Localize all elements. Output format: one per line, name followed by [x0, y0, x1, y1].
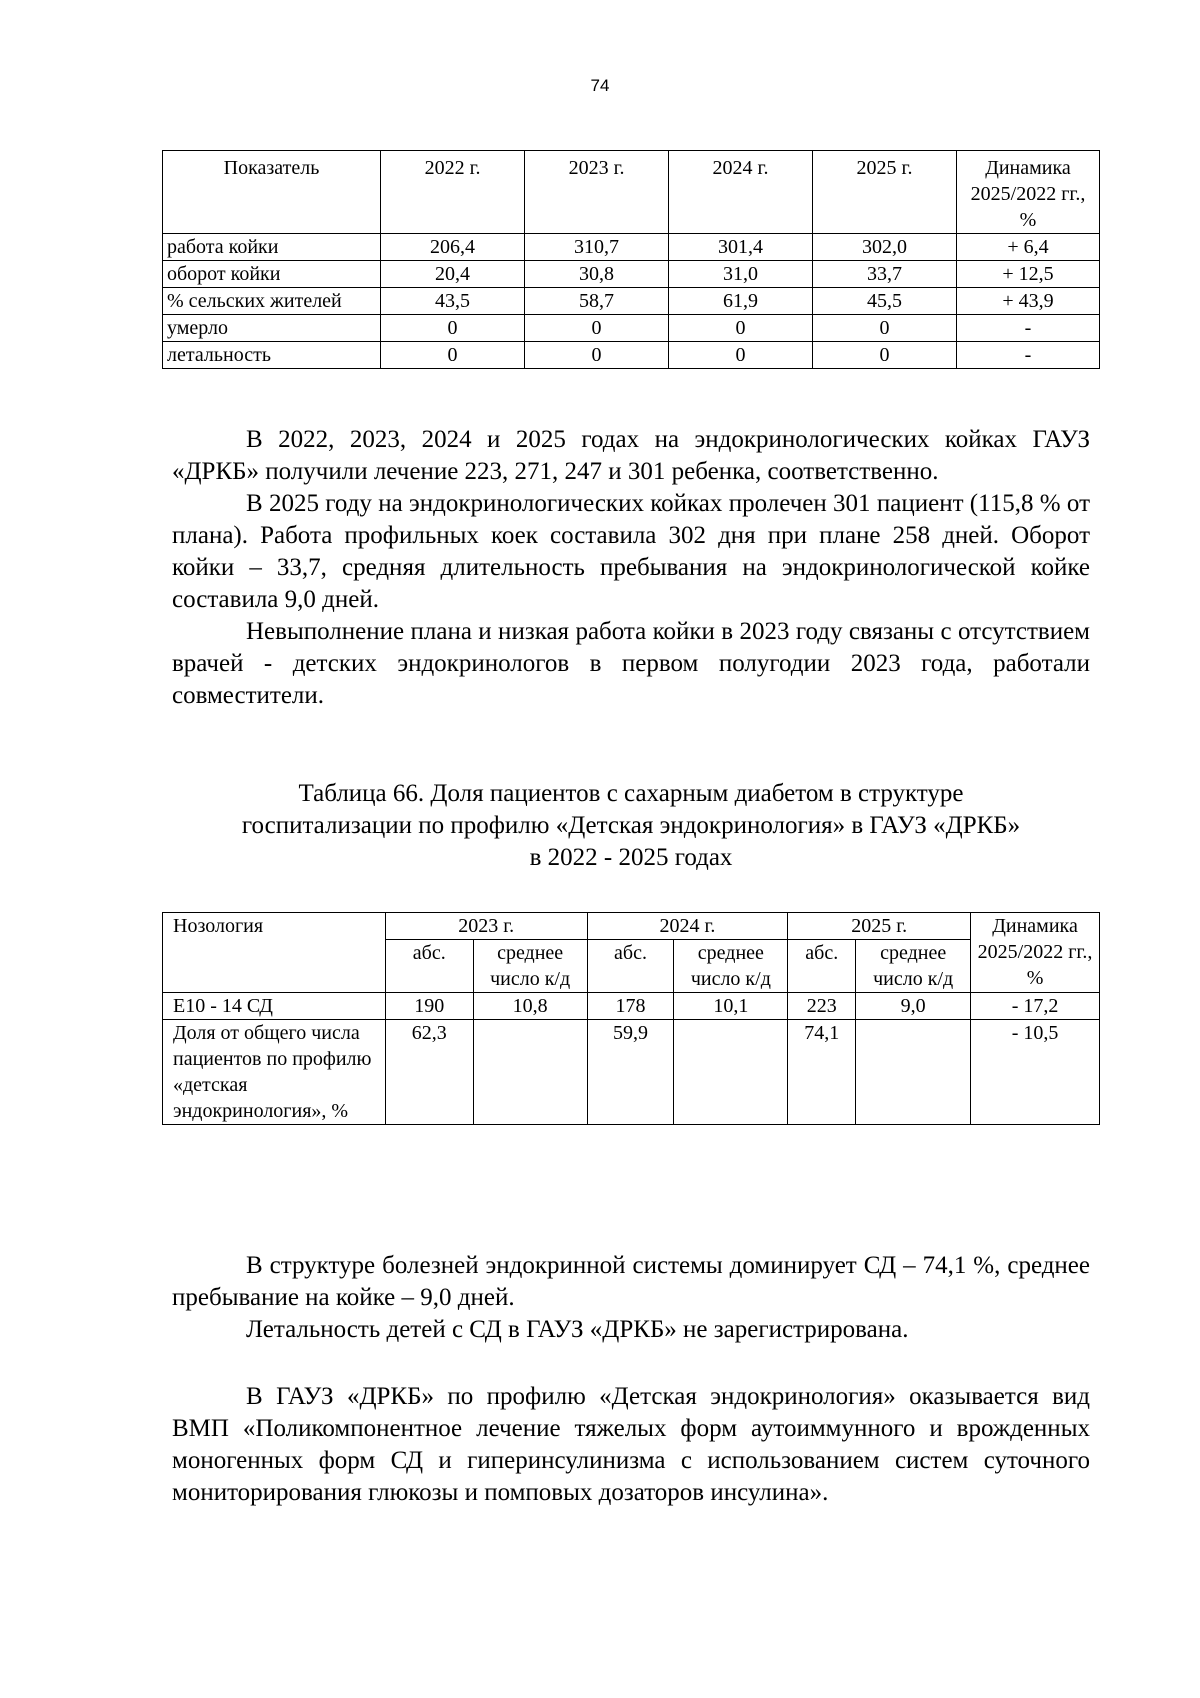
subheader-avg-bed-days: среднее число к/д: [674, 940, 788, 993]
table-row: [163, 342, 1100, 369]
caption-line: госпитализации по профилю «Детская эндокринология» в ГАУЗ «ДРКБ»: [241, 812, 1021, 839]
cell-value: 10,8: [473, 993, 587, 1020]
caption-line: Таблица 66. Доля пациентов с сахарным диабетом в структуре: [298, 780, 964, 807]
paragraph: В 2022, 2023, 2024 и 2025 годах на эндокринологических койках ГАУЗ «ДРКБ» получили лечение 223, 271, 247 и 301 ребенка, соответственно.: [172, 426, 1090, 485]
cell-value: 0: [381, 342, 525, 369]
header-indicator: Показатель: [163, 151, 381, 234]
page-number: 74: [590, 76, 610, 95]
subheader-avg-bed-days: среднее число к/д: [473, 940, 587, 993]
cell-value: 74,1: [788, 1020, 856, 1125]
cell-value: 61,9: [669, 288, 813, 315]
cell-value: -: [957, 342, 1100, 369]
paragraph: Летальность детей с СД в ГАУЗ «ДРКБ» не зарегистрирована.: [246, 1316, 909, 1343]
cell-value: -: [957, 315, 1100, 342]
cell-value: 0: [669, 342, 813, 369]
cell-value: 0: [525, 315, 669, 342]
cell-value: 302,0: [813, 234, 957, 261]
row-label: Е10 - 14 СД: [163, 993, 386, 1020]
table-caption: [172, 778, 1090, 874]
cell-value: 31,0: [669, 261, 813, 288]
cell-value: 62,3: [385, 1020, 473, 1125]
cell-value: 9,0: [856, 993, 971, 1020]
paragraph: Невыполнение плана и низкая работа койки в 2023 году связаны с отсутствием врачей - детских эндокринологов в первом полугодии 2023 года, работали совместители.: [172, 618, 1090, 709]
cell-value: 45,5: [813, 288, 957, 315]
header-2024: 2024 г.: [669, 151, 813, 234]
header-2023: 2023 г.: [385, 913, 587, 940]
paragraph: В структуре болезней эндокринной системы доминирует СД – 74,1 %, среднее пребывание на койке – 9,0 дней.: [172, 1252, 1090, 1311]
cell-value: 43,5: [381, 288, 525, 315]
cell-value: 33,7: [813, 261, 957, 288]
cell-value: 223: [788, 993, 856, 1020]
cell-value: 0: [813, 315, 957, 342]
cell-value: [473, 1020, 587, 1125]
bed-indicators-table: [162, 150, 1100, 369]
cell-value: 30,8: [525, 261, 669, 288]
row-label: умерло: [163, 315, 381, 342]
subheader-abs: абс.: [788, 940, 856, 993]
table-row: [163, 234, 1100, 261]
header-nosology: Нозология: [163, 913, 386, 993]
row-label: работа койки: [163, 234, 381, 261]
header-dynamics: Динамика 2025/2022 гг., %: [971, 913, 1100, 993]
header-2023: 2023 г.: [525, 151, 669, 234]
cell-value: - 10,5: [971, 1020, 1100, 1125]
subheader-abs: абс.: [385, 940, 473, 993]
cell-value: 59,9: [587, 1020, 674, 1125]
text-block-structure: [172, 1250, 1090, 1346]
text-block-beds: [172, 424, 1090, 712]
header-dynamics: Динамика 2025/2022 гг., %: [957, 151, 1100, 234]
cell-value: 178: [587, 993, 674, 1020]
subheader-avg-bed-days: среднее число к/д: [856, 940, 971, 993]
subheader-abs: абс.: [587, 940, 674, 993]
paragraph: В 2025 году на эндокринологических койках пролечен 301 пациент (115,8 % от плана). Работа профильных коек составила 302 дня при плане 258 дней. Оборот койки – 33,7, средняя длительность пребывания на эндокринологической койке составила 9,0 дней.: [172, 490, 1090, 613]
cell-value: + 43,9: [957, 288, 1100, 315]
cell-value: 20,4: [381, 261, 525, 288]
row-label: летальность: [163, 342, 381, 369]
diabetes-share-table: [162, 912, 1100, 1125]
cell-value: 10,1: [674, 993, 788, 1020]
cell-value: + 12,5: [957, 261, 1100, 288]
table-row: [163, 261, 1100, 288]
table-row: [163, 1020, 1100, 1125]
table-row: [163, 315, 1100, 342]
table-row: [163, 288, 1100, 315]
header-2024: 2024 г.: [587, 913, 788, 940]
cell-value: 58,7: [525, 288, 669, 315]
cell-value: 310,7: [525, 234, 669, 261]
header-2022: 2022 г.: [381, 151, 525, 234]
cell-value: 206,4: [381, 234, 525, 261]
cell-value: 0: [813, 342, 957, 369]
row-label: % сельских жителей: [163, 288, 381, 315]
table-header-row: [163, 913, 1100, 940]
row-label: Доля от общего числа пациентов по профилю «детская эндокринология», %: [163, 1020, 386, 1125]
paragraph: В ГАУЗ «ДРКБ» по профилю «Детская эндокринология» оказывается вид ВМП «Поликомпонентное лечение тяжелых форм аутоиммунного и врожденных моногенных форм СД и гиперинсулинизма с использованием систем суточного мониторирования глюкозы и помповых дозаторов инсулина».: [172, 1383, 1090, 1506]
table-row: [163, 993, 1100, 1020]
cell-value: 0: [381, 315, 525, 342]
cell-value: + 6,4: [957, 234, 1100, 261]
cell-value: 301,4: [669, 234, 813, 261]
table-header-row: [163, 151, 1100, 234]
caption-line: в 2022 - 2025 годах: [529, 844, 733, 871]
cell-value: 0: [669, 315, 813, 342]
cell-value: [674, 1020, 788, 1125]
cell-value: [856, 1020, 971, 1125]
cell-value: - 17,2: [971, 993, 1100, 1020]
row-label: оборот койки: [163, 261, 381, 288]
text-block-vmp: [172, 1381, 1090, 1509]
cell-value: 0: [525, 342, 669, 369]
header-2025: 2025 г.: [813, 151, 957, 234]
cell-value: 190: [385, 993, 473, 1020]
header-2025: 2025 г.: [788, 913, 971, 940]
